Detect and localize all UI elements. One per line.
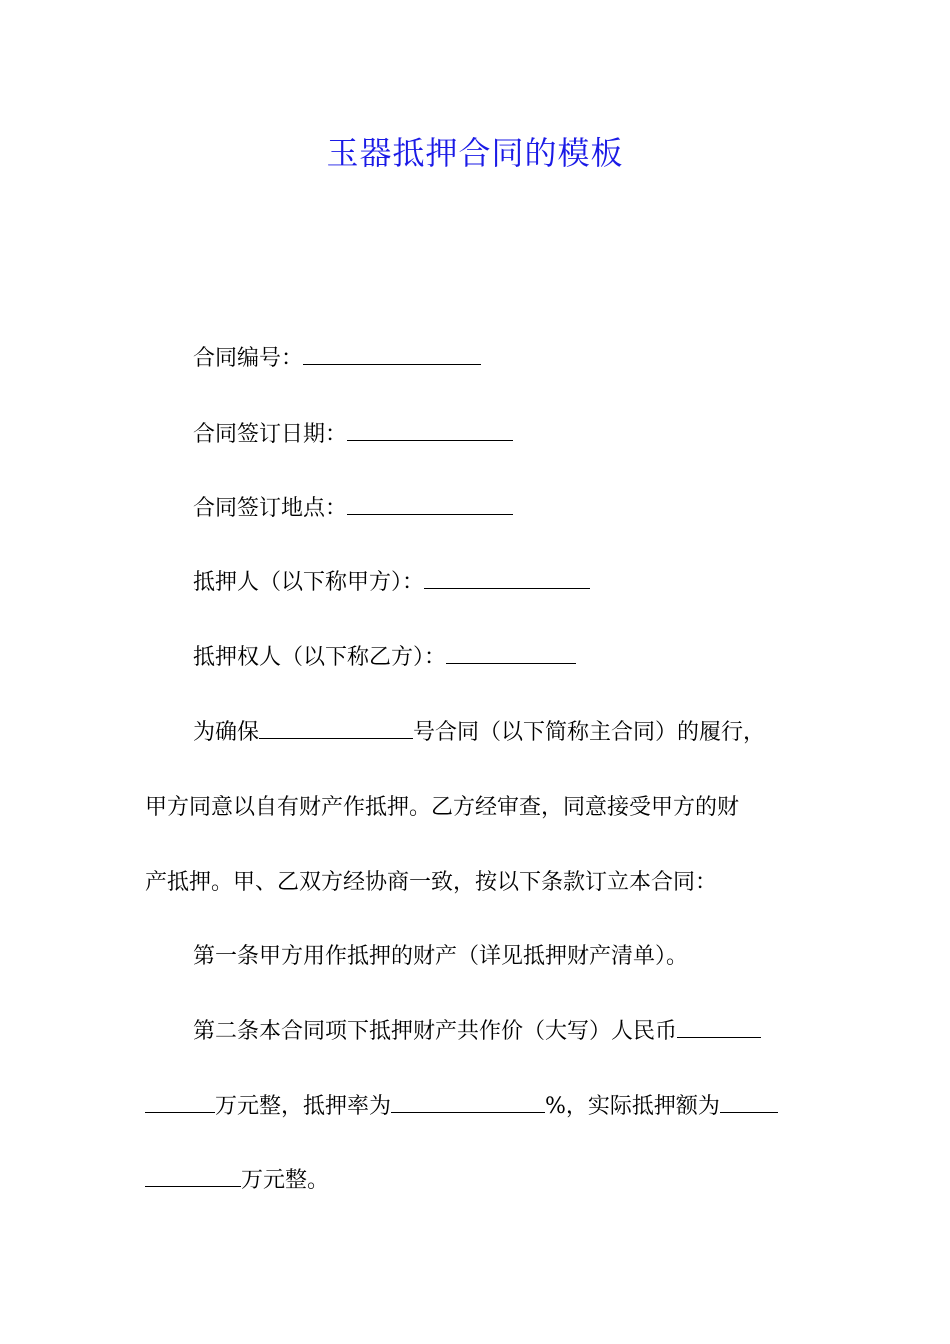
mortgagee-label: 抵押权人（以下称乙方）： — [193, 645, 447, 670]
valuation-blank-b — [145, 1092, 215, 1113]
preamble-line-2: 甲方同意以自有财产作抵押。乙方经审查，同意接受甲方的财 — [145, 795, 740, 820]
preamble-line-3: 产抵押。甲、乙双方经协商一致，按以下条款订立本合同： — [145, 870, 718, 895]
sign-place-label: 合同签订地点： — [193, 496, 348, 521]
actual-amount-blank-b — [145, 1166, 241, 1187]
contract-number-line — [193, 344, 481, 374]
mortgagor-line — [193, 568, 590, 598]
contract-number-blank — [303, 344, 481, 365]
mortgage-rate-blank — [391, 1092, 545, 1113]
article-2-text-3: 万元整。 — [241, 1168, 330, 1193]
mortgagor-label: 抵押人（以下称甲方）： — [193, 570, 425, 595]
article-2-line-2 — [145, 1092, 778, 1122]
document-title: 玉器抵押合同的模板 — [326, 134, 624, 172]
article-2-text-2b: %，实际抵押额为 — [545, 1094, 720, 1119]
preamble-part2: 号合同（以下简称主合同）的履行， — [413, 720, 766, 745]
sign-place-blank — [347, 494, 513, 515]
sign-date-blank — [347, 420, 513, 441]
preamble-line-1 — [193, 718, 765, 748]
article-1: 第一条甲方用作抵押的财产（详见抵押财产清单）。 — [193, 944, 689, 969]
article-2-text-2a: 万元整，抵押率为 — [215, 1094, 392, 1119]
preamble-part1: 为确保 — [193, 720, 260, 745]
article-2-text-1: 第二条本合同项下抵押财产共作价（大写）人民币 — [193, 1019, 678, 1044]
valuation-blank-a — [677, 1017, 761, 1038]
article-2-line-1 — [193, 1017, 761, 1047]
sign-place-line — [193, 494, 513, 524]
mortgagor-blank — [424, 568, 590, 589]
sign-date-line — [193, 420, 513, 450]
mortgagee-line — [193, 643, 576, 673]
contract-number-label: 合同编号： — [193, 346, 304, 371]
article-2-line-3 — [145, 1166, 329, 1196]
actual-amount-blank-a — [720, 1092, 778, 1113]
main-contract-number-blank — [259, 718, 413, 739]
sign-date-label: 合同签订日期： — [193, 422, 348, 447]
mortgagee-blank — [446, 643, 576, 664]
